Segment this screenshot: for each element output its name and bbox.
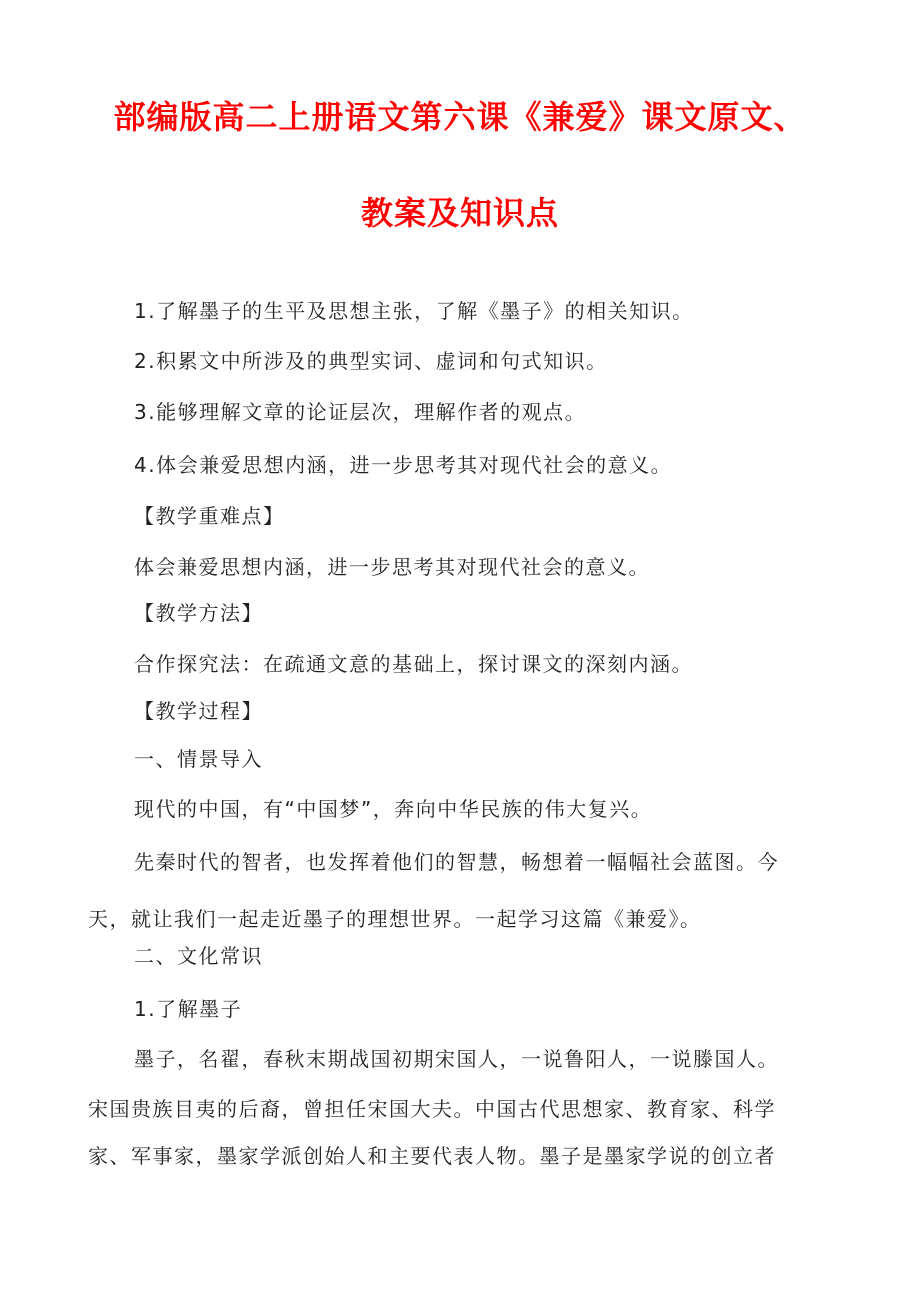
objective-3: 3.能够理解文章的论证层次，理解作者的观点。 xyxy=(134,400,587,424)
section-heading-process: 【教学过程】 xyxy=(134,699,263,723)
objective-4: 4.体会兼爱思想内涵，进一步思考其对现代社会的意义。 xyxy=(134,453,673,477)
objective-2: 2.积累文中所涉及的典型实词、虚词和句式知识。 xyxy=(134,349,608,373)
key-points-text: 体会兼爱思想内涵，进一步思考其对现代社会的意义。 xyxy=(134,555,650,579)
paragraph-mozi-line-3: 家、军事家，墨家学派创始人和主要代表人物。墨子是墨家学说的创立者 xyxy=(88,1144,776,1168)
section-heading-key-points: 【教学重难点】 xyxy=(134,504,285,528)
document-title-line-2: 教案及知识点 xyxy=(360,194,559,232)
subheading-about-mozi: 1.了解墨子 xyxy=(134,997,243,1021)
objective-1: 1.了解墨子的生平及思想主张，了解《墨子》的相关知识。 xyxy=(134,299,694,323)
subheading-introduction: 一、情景导入 xyxy=(134,747,263,771)
methods-text: 合作探究法：在疏通文意的基础上，探讨课文的深刻内涵。 xyxy=(134,652,693,676)
paragraph-mozi-line-1: 墨子，名翟，春秋末期战国初期宋国人，一说鲁阳人，一说滕国人。 xyxy=(134,1047,779,1071)
section-heading-methods: 【教学方法】 xyxy=(134,601,263,625)
paragraph-mozi-line-2: 宋国贵族目夷的后裔，曾担任宋国大夫。中国古代思想家、教育家、科学 xyxy=(88,1097,776,1121)
subheading-cultural-knowledge: 二、文化常识 xyxy=(134,944,263,968)
document-title-line-1: 部编版高二上册语文第六课《兼爱》课文原文、 xyxy=(113,98,807,136)
paragraph-pre-qin-line-1: 先秦时代的智者，也发挥着他们的智慧，畅想着一幅幅社会蓝图。今 xyxy=(134,850,779,874)
paragraph-pre-qin-line-2: 天，就让我们一起走近墨子的理想世界。一起学习这篇《兼爱》。 xyxy=(88,907,702,931)
paragraph-china-dream: 现代的中国，有“中国梦”，奔向中华民族的伟大复兴。 xyxy=(134,797,653,821)
